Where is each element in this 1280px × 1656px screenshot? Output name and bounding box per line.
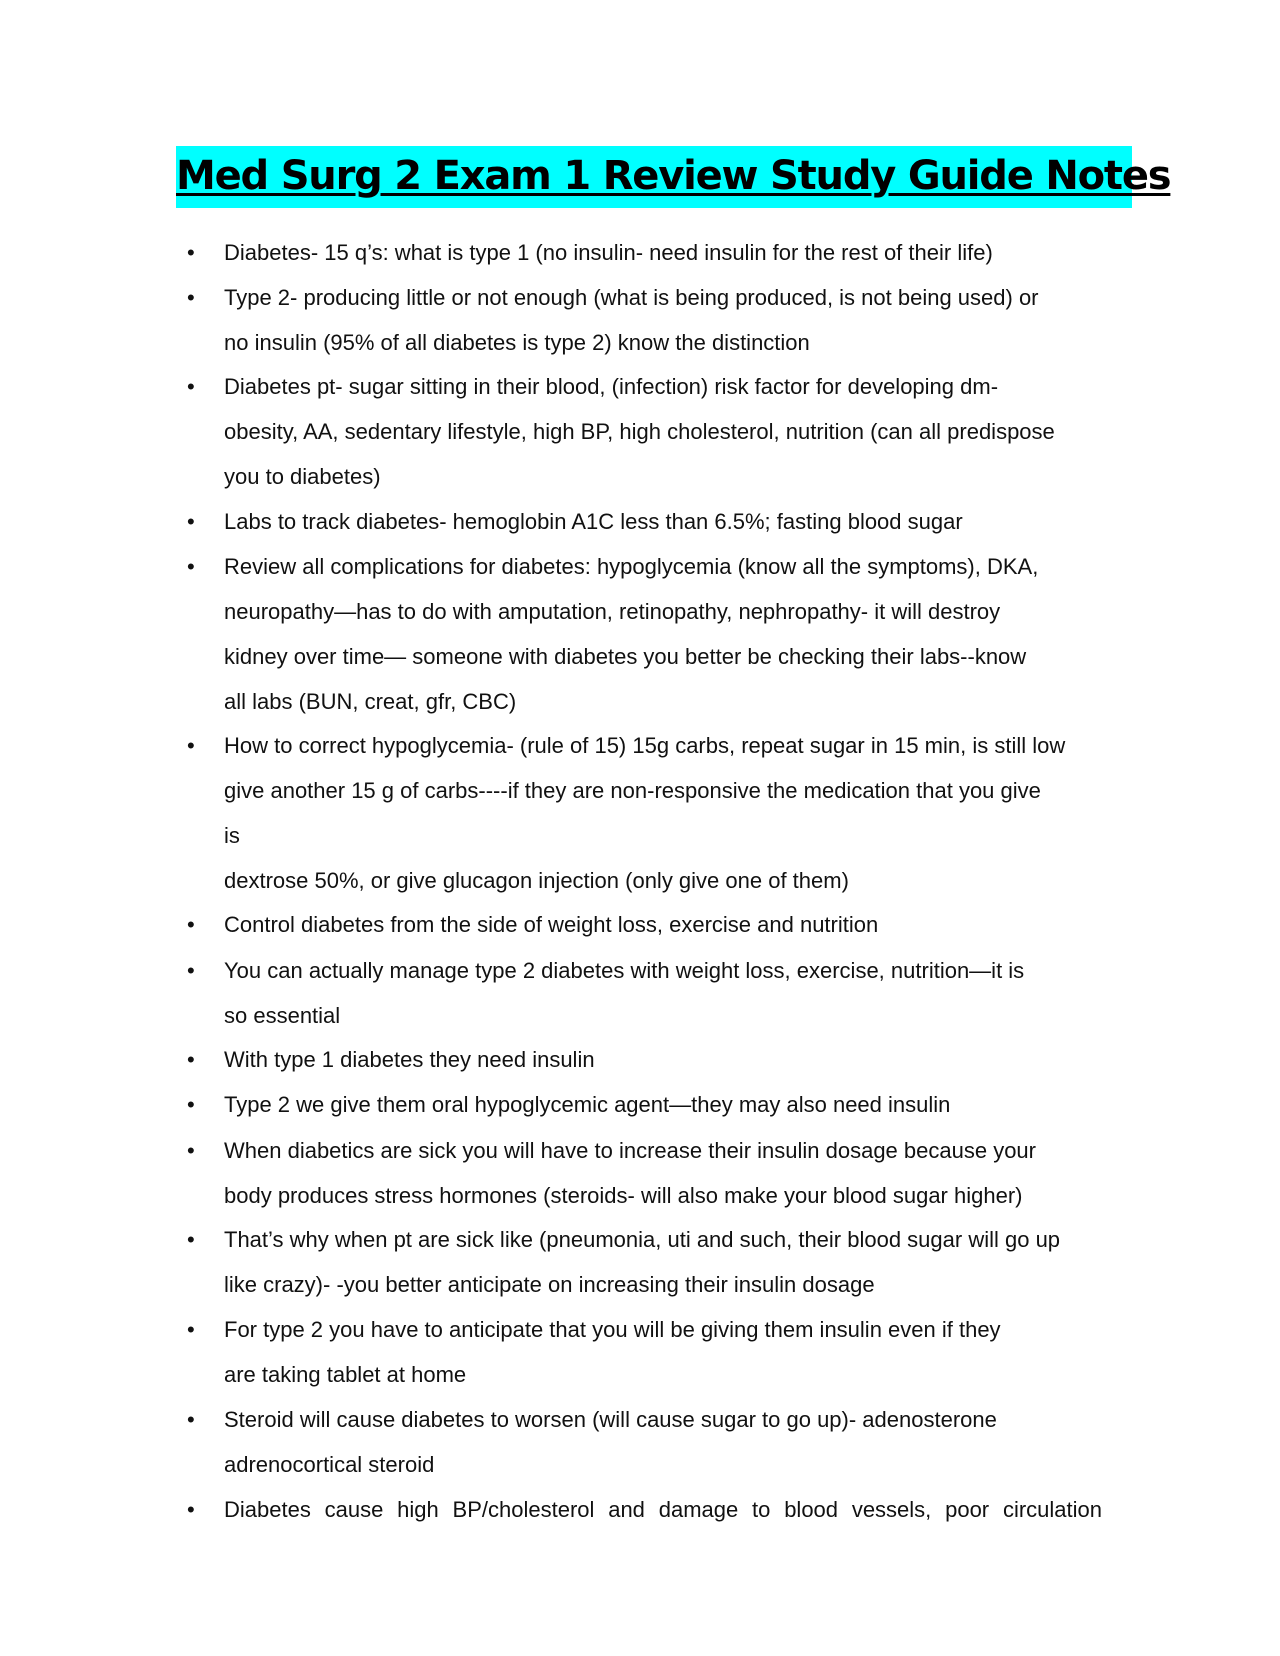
- bullet-icon: •: [187, 1227, 195, 1252]
- list-item-line: all labs (BUN, creat, gfr, CBC): [224, 689, 517, 714]
- list-item-line: adrenocortical steroid: [224, 1452, 435, 1477]
- bullet-icon: •: [187, 554, 195, 579]
- list-item-line: Control diabetes from the side of weight loss, exercise and nutrition: [224, 912, 879, 937]
- bullet-icon: •: [187, 240, 195, 265]
- list-item-line: Review all complications for diabetes: hypoglycemia (know all the symptoms), DKA,: [224, 554, 1039, 579]
- list-item-line: You can actually manage type 2 diabetes with weight loss, exercise, nutrition—it is: [224, 958, 1025, 983]
- list-item-line: That’s why when pt are sick like (pneumonia, uti and such, their blood sugar will go up: [224, 1227, 1061, 1252]
- list-item-line: Type 2- producing little or not enough (what is being produced, is not being used) or: [224, 285, 1039, 310]
- bullet-icon: •: [187, 1407, 195, 1432]
- bullet-icon: •: [187, 958, 195, 983]
- list-item-line: obesity, AA, sedentary lifestyle, high BP, high cholesterol, nutrition (can all predispose: [224, 419, 1055, 444]
- list-item-line: With type 1 diabetes they need insulin: [224, 1047, 595, 1072]
- list-item-line: Diabetes- 15 q’s: what is type 1 (no insulin- need insulin for the rest of their life): [224, 240, 993, 265]
- list-item-line: you to diabetes): [224, 464, 381, 489]
- list-item-line: dextrose 50%, or give glucagon injection (only give one of them): [224, 868, 849, 893]
- bullet-icon: •: [187, 1317, 195, 1342]
- title-highlight: [176, 146, 1171, 208]
- bullet-icon: •: [187, 374, 195, 399]
- list-item-line: When diabetics are sick you will have to increase their insulin dosage because your: [224, 1138, 1036, 1163]
- page-title: Med Surg 2 Exam 1 Review Study Guide Notes: [176, 153, 1171, 199]
- list-item-line: Labs to track diabetes- hemoglobin A1C less than 6.5%; fasting blood sugar: [224, 509, 963, 534]
- bullet-icon: •: [187, 1138, 195, 1163]
- bullet-icon: •: [187, 912, 195, 937]
- list-item-line: How to correct hypoglycemia- (rule of 15) 15g carbs, repeat sugar in 15 min, is still low: [224, 733, 1066, 758]
- bullet-icon: •: [187, 733, 195, 758]
- bullet-icon: •: [187, 509, 195, 534]
- list-item-line: Type 2 we give them oral hypoglycemic agent—they may also need insulin: [224, 1092, 951, 1117]
- list-item-line: like crazy)- -you better anticipate on increasing their insulin dosage: [224, 1272, 875, 1297]
- bullet-icon: •: [187, 1047, 195, 1072]
- list-item-line: Steroid will cause diabetes to worsen (will cause sugar to go up)- adenosterone: [224, 1407, 997, 1432]
- list-item-line: Diabetes cause high BP/cholesterol and damage to blood vessels, poor circulation: [224, 1497, 1102, 1522]
- list-item-line: give another 15 g of carbs----if they are non-responsive the medication that you give: [224, 778, 1041, 803]
- list-item-line: no insulin (95% of all diabetes is type 2) know the distinction: [224, 330, 810, 355]
- bullet-icon: •: [187, 1092, 195, 1117]
- bullet-icon: •: [187, 285, 195, 310]
- list-item-line: so essential: [224, 1003, 341, 1028]
- list-item-line: body produces stress hormones (steroids- will also make your blood sugar higher): [224, 1183, 1023, 1208]
- list-item-line: For type 2 you have to anticipate that you will be giving them insulin even if they: [224, 1317, 1001, 1342]
- list-item-line: kidney over time— someone with diabetes you better be checking their labs--know: [224, 644, 1027, 669]
- bullet-icon: •: [187, 1497, 195, 1522]
- list-item-line: are taking tablet at home: [224, 1362, 467, 1387]
- list-item-line: is: [224, 823, 240, 848]
- list-item-line: neuropathy—has to do with amputation, retinopathy, nephropathy- it will destroy: [224, 599, 1001, 624]
- list-item-line: Diabetes pt- sugar sitting in their blood, (infection) risk factor for developing dm-: [224, 374, 999, 399]
